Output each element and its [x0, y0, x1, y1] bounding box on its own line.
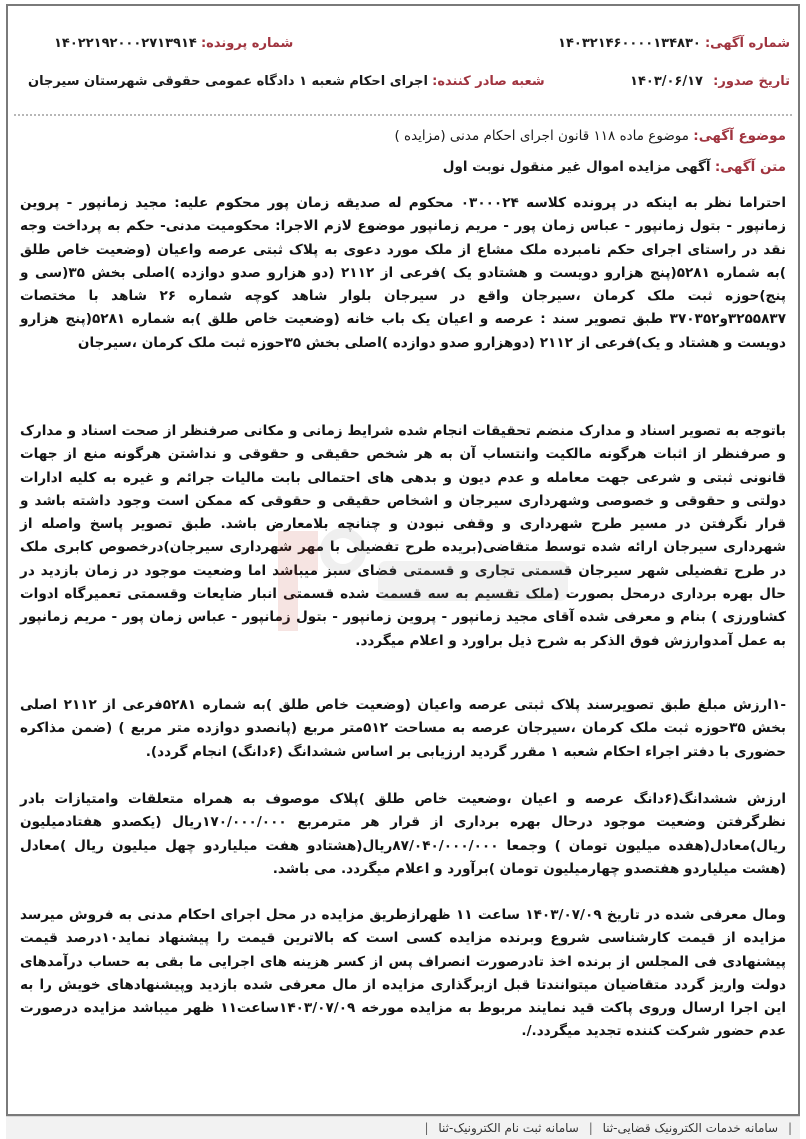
footer-link-sana-registration[interactable]: سامانه ثبت نام الکترونیک-ثنا — [438, 1121, 579, 1135]
subject-value: موضوع ماده ۱۱۸ قانون اجرای احکام مدنی (مزایده ) — [394, 128, 689, 144]
issue-date-value: ۱۴۰۳/۰۶/۱۷ — [630, 74, 703, 89]
case-number-value: ۱۴۰۲۲۱۹۲۰۰۰۲۷۱۳۹۱۴ — [54, 36, 197, 51]
header-separator — [14, 114, 792, 116]
notice-frame — [6, 4, 800, 1116]
issue-date-field — [630, 74, 790, 89]
notice-title: آگهی مزایده اموال غیر منقول نوبت اول — [442, 159, 711, 175]
footer-link-sana-services[interactable]: سامانه خدمات الکترونیک قضایی-ثنا — [602, 1121, 779, 1135]
paragraph-valuation-2 — [20, 788, 786, 881]
paragraph-3: -۱ارزش مبلغ طبق تصویرسند پلاک ثبتی عرصه واعیان (وضعیت خاص طلق )به شماره ۵۲۸۱فرعی از ۲۱۱۲ اصلی بخش ۳۵حوزه ثبت ملک کرمان ،سیرجان عرصه به مساحت ۵۱۲متر مربع (پانصدو دوازده متر مربع ) (ضمن مذاکره حضوری با دفتر اجراء احکام شعبه ۱ مقرر گردید ارزیابی بر اساس ششدانگ (۶دانگ) انجام گردد). — [20, 697, 786, 760]
issuing-branch-label: شعبه صادر کننده: — [432, 74, 545, 89]
paragraph-4: ارزش ششدانگ(۶دانگ عرصه و اعیان ،وضعیت خاص طلق )پلاک موصوف به همراه متعلقات وامتیازات بادر نظرگرفتن وضعیت موجود درحال بهره برداری از قرار هر مترمربع ۱۷۰/۰۰۰/۰۰۰ریال (یکصدو هفتادمیلیون ریال)معادل(هفده میلیون تومان ) وجمعا ۸۷/۰۴۰/۰۰۰/۰۰۰ریال(هشتادو هفت میلیاردو چهل میلیون ریال )معادل (هشت میلیاردو هفتصدو چهارمیلیون تومان )برآورد و اعلام میگردد. می باشد. — [20, 791, 786, 877]
notice-text-label: متن آگهی: — [714, 159, 786, 175]
paragraph-case-details — [20, 192, 786, 355]
paragraph-5: ومال معرفی شده در تاریخ ۱۴۰۳/۰۷/۰۹ ساعت ۱۱ ظهرازطریق مزایده در محل اجرای احکام مدنی به فروش میرسد مزایده از قیمت کارشناسی شروع وبرنده مزایده کسی است که بالاترین قیمت را پیشنهاد نماید۱۰درصد قیمت پیشنهادی فی المجلس از برنده اخذ تادرصورت انصراف پس از کسر هزینه های اجرایی ما بقی به حساب درآمدهای دولت واریز گردد متقاضیان میتوانندتا قبل ازبرگذاری مزایده از مال معرفی شده بازدید وپیشنهادهای خویش را به این اجرا ارسال وروی پاکت قید نمایند مربوط به مزایده مورخه ۱۴۰۳/۰۷/۰۹ساعت۱۱ ظهر میباشد مزایده درصورت عدم حضور شرکت کننده تجدید میگردد./. — [20, 907, 787, 1040]
notice-number-value: ۱۴۰۳۲۱۴۶۰۰۰۰۱۳۴۸۳۰ — [558, 36, 701, 51]
paragraph-1: احتراما نظر به اینکه در پرونده کلاسه ۰۳۰۰۰۲۴ محکوم له صدیقه زمان پور محکوم علیه: مجید زمانپور - پروین زمانپور - بتول زمانپور - عباس زمان پور - مریم زمانپور موضوع لازم الاجرا: محکومیت مدنی- حکم به پرداخت وجه نقد در راستای اجرای حکم نامبرده ملک مشاع از ملک مورد دعوی به پلاک ثبتی عرصه واعیان (وضعیت خاص طلق )به شماره ۵۲۸۱(پنج هزارو دویست و هشتادو یک )فرعی از ۲۱۱۲ (دو هزارو صدو دوازده )اصلی بخش ۳۵(سی و پنج)حوزه ثبت ملک کرمان ،سیرجان واقع در سیرجان بلوار شاهد کوچه شماره ۲۶ شاهد با مختصات ۳۲۵۵۸۳۷و۳۷۰۳۵۲ طبق تصویر سند : عرصه و اعیان یک باب خانه (وضعیت خاص طلق )به شماره ۵۲۸۱(پنج هزارو دویست و هشتاد و یک)فرعی از ۲۱۱۲ (دوهزارو صدو دوازده )اصلی بخش ۳۵حوزه ثبت ملک کرمان ،سیرجان — [20, 195, 787, 351]
paragraph-conditions — [20, 420, 786, 653]
issuing-branch-value: اجرای احکام شعبه ۱ دادگاه عمومی حقوقی شهرستان سیرجان — [28, 74, 428, 89]
case-number-field — [54, 36, 293, 51]
case-number-label: شماره پرونده: — [200, 36, 294, 51]
subject-label: موضوع آگهی: — [693, 128, 786, 144]
paragraph-valuation-1 — [20, 694, 786, 764]
issuing-branch-field — [28, 74, 545, 89]
paragraph-2: باتوجه به تصویر اسناد و مدارک منضم تحقیقات انجام شده شرایط زمانی و مکانی صرفنظر از صحت اسناد و مدارک و صرفنظر از اثبات هرگونه مالکیت وانتساب آن به هر شخص حقیقی و حقوقی و نداشتن هرگونه منع از جهات قانونی ثبتی و شرعی جهت معامله و عدم دیون و بدهی های احتمالی بابت مالیات جرائم و غیره به کلیه ادارات دولتی و حقوقی و خصوصی وشهرداری سیرجان و اشخاص حقیقی و حقوقی که ممکن است وجود داشته باشد و قرار نگرفتن در مسیر طرح شهرداری و وقفی نبودن و چنانچه بلامعارض باشد. طبق تصویر پاسخ واصله از شهرداری سیرجان ارائه شده توسط متقاضی(بریده طرح تفضیلی با مهر شهرداری سیرجان)درخصوص کابری ملک در طرح تفضیلی شهر سیرجان قسمتی تجاری و قسمتی فضای سبز میباشد اما وضعیت موجود در زمان بازدید در حال بهره برداری درمحل بصورت (ملک تقسیم به سه قسمت شده قسمتی انبار ضایعات وقسمتی تعمیرگاه ادوات کشاورزی ) بنام و معرفی شده آقای مجید زمانپور - پروین زمانپور - بتول زمانپور - عباس زمان پور - مریم زمانپور به عمل آمدوارزش فوق الذکر به شرح ذیل براورد و اعلام میگردد. — [20, 423, 786, 649]
notice-title-line — [20, 159, 786, 175]
issue-date-label: تاریخ صدور: — [713, 74, 790, 89]
notice-number-label: شماره آگهی: — [704, 36, 790, 51]
paragraph-auction-terms — [20, 904, 786, 1044]
footer-bar: | سامانه خدمات الکترونیک قضایی-ثنا | سامانه ثبت نام الکترونیک-ثنا | — [6, 1116, 800, 1139]
subject-line — [20, 128, 786, 144]
notice-number-field — [558, 36, 790, 51]
header-row-date-branch — [16, 74, 790, 100]
header-row-numbers — [16, 36, 790, 62]
